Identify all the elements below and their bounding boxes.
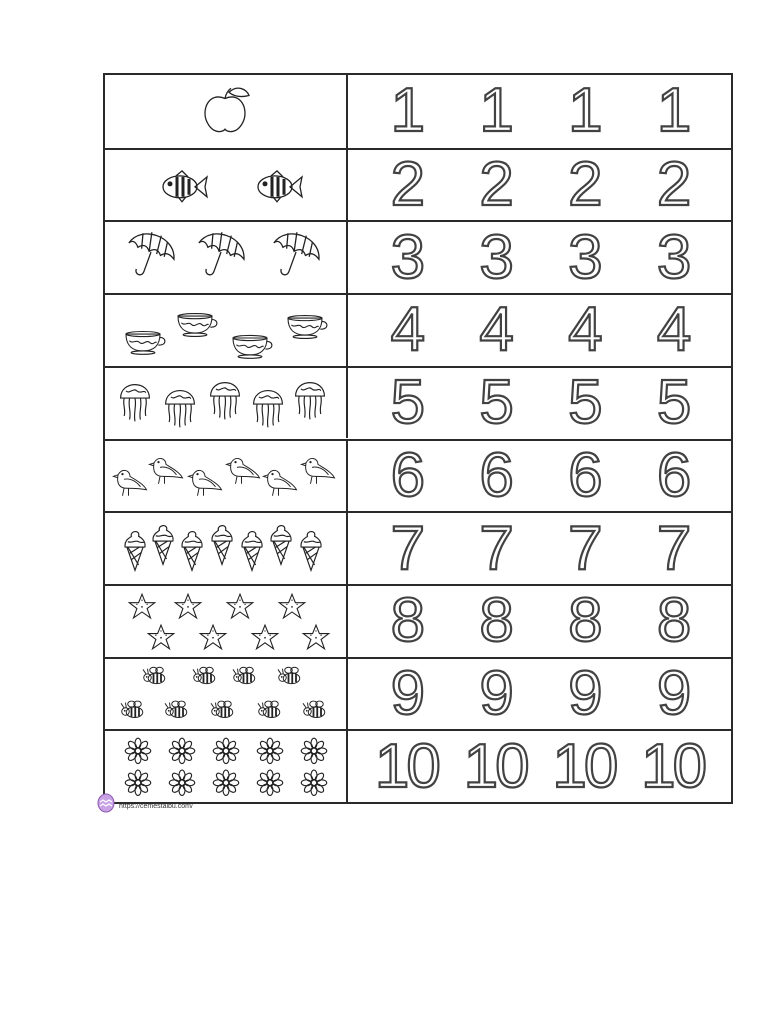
starfish-icon (175, 594, 201, 618)
trace-number[interactable]: 5 (656, 368, 689, 438)
egg-logo-icon (95, 791, 117, 813)
trace-number[interactable]: 4 (656, 295, 689, 365)
worksheet-row (105, 148, 731, 221)
trace-number[interactable]: 1 (479, 76, 511, 146)
trace-number[interactable]: 9 (479, 658, 511, 728)
starfish-icon (303, 625, 329, 649)
trace-number[interactable]: 3 (656, 222, 689, 292)
bee-icon (165, 701, 187, 717)
bird-icon (227, 458, 260, 483)
bird-icon (114, 470, 147, 495)
jellyfish-icon (121, 384, 150, 421)
trace-number[interactable]: 6 (568, 440, 600, 510)
trace-number[interactable]: 3 (568, 222, 600, 292)
bird-icon (150, 458, 183, 483)
teacup-icon (178, 314, 217, 337)
trace-number[interactable]: 7 (390, 513, 423, 583)
trace-number[interactable]: 5 (390, 368, 423, 438)
flower-icon (257, 739, 283, 764)
worksheet-row (105, 511, 731, 584)
trace-number[interactable]: 2 (390, 150, 423, 220)
trace-number-cell (348, 150, 731, 221)
flower-icon (213, 770, 239, 795)
starfish-icon (227, 594, 253, 618)
trace-number[interactable]: 10 (641, 731, 705, 801)
jellyfish-icon (296, 382, 325, 419)
trace-number-cell (348, 513, 731, 584)
worksheet-row (105, 366, 731, 439)
trace-number[interactable]: 9 (568, 658, 600, 728)
teacup-icon (233, 336, 272, 359)
trace-number[interactable]: 7 (656, 513, 689, 583)
footer (95, 789, 193, 815)
trace-number[interactable]: 7 (568, 513, 600, 583)
bird-icon (302, 458, 335, 483)
picture-group (105, 586, 346, 657)
trace-number[interactable]: 5 (568, 368, 600, 438)
flower-icon (169, 739, 195, 764)
trace-number[interactable]: 7 (479, 513, 511, 583)
starfish-icon (252, 625, 278, 649)
umbrella-icon (198, 228, 249, 276)
starfish-icon (200, 625, 226, 649)
picture-cell (105, 513, 348, 584)
starfish-icon (279, 594, 305, 618)
picture-group (105, 659, 346, 730)
worksheet-row (105, 657, 731, 730)
trace-number[interactable]: 8 (479, 586, 511, 656)
ice-cream-cone-icon (153, 526, 173, 565)
starfish-icon (129, 594, 155, 618)
trace-number-cell (348, 659, 731, 730)
bird-icon (189, 470, 222, 495)
trace-number-cell (348, 731, 731, 802)
picture-group (105, 368, 346, 439)
picture-cell (105, 222, 348, 293)
worksheet-row (105, 439, 731, 512)
starfish-icon (148, 625, 174, 649)
flower-icon (257, 770, 283, 795)
bee-icon (258, 701, 280, 717)
bee-icon (233, 667, 255, 683)
trace-number[interactable]: 10 (374, 731, 438, 801)
picture-cell (105, 586, 348, 657)
flower-icon (301, 739, 327, 764)
picture-cell (105, 150, 348, 221)
trace-number[interactable]: 4 (390, 295, 423, 365)
trace-number[interactable]: 3 (479, 222, 511, 292)
worksheet-row (105, 75, 731, 148)
footer-url: https://cemestaibu.com/ (119, 802, 193, 810)
flower-icon (125, 739, 151, 764)
bird-icon (264, 470, 297, 495)
umbrella-icon (273, 228, 324, 276)
trace-number[interactable]: 9 (656, 658, 689, 728)
jellyfish-icon (166, 390, 195, 427)
picture-group (105, 513, 346, 584)
umbrella-icon (128, 228, 179, 276)
worksheet-row (105, 729, 731, 802)
trace-number-cell (348, 441, 731, 512)
trace-number[interactable]: 8 (656, 586, 689, 656)
bee-icon (193, 667, 215, 683)
trace-number-cell (348, 295, 731, 366)
picture-cell (105, 441, 348, 512)
trace-number[interactable]: 6 (479, 440, 511, 510)
bee-icon (278, 667, 300, 683)
jellyfish-icon (254, 390, 283, 427)
trace-number[interactable]: 8 (568, 586, 600, 656)
trace-number[interactable]: 2 (479, 150, 511, 220)
bee-icon (121, 701, 143, 717)
bee-icon (303, 701, 325, 717)
worksheet-table (103, 73, 733, 804)
picture-cell (105, 295, 348, 366)
trace-number[interactable]: 8 (390, 586, 423, 656)
trace-number-cell (348, 75, 731, 148)
ice-cream-cone-icon (301, 532, 321, 571)
ice-cream-cone-icon (212, 526, 232, 565)
trace-number[interactable]: 2 (568, 150, 600, 220)
teacup-icon (288, 316, 327, 339)
worksheet-row (105, 584, 731, 657)
trace-number[interactable]: 3 (390, 222, 423, 292)
jellyfish-icon (211, 382, 240, 419)
picture-group (105, 150, 346, 221)
worksheet-row (105, 293, 731, 366)
picture-cell (105, 659, 348, 730)
ice-cream-cone-icon (242, 532, 262, 571)
worksheet-row (105, 220, 731, 293)
apple-icon (205, 88, 249, 131)
trace-number[interactable]: 6 (656, 440, 689, 510)
trace-number[interactable]: 1 (656, 76, 689, 146)
flower-icon (301, 770, 327, 795)
fish-icon (163, 171, 207, 202)
trace-number-cell (348, 222, 731, 293)
trace-number-cell (348, 368, 731, 439)
trace-number[interactable]: 10 (552, 731, 616, 801)
ice-cream-cone-icon (182, 532, 202, 571)
trace-number[interactable]: 5 (479, 368, 511, 438)
ice-cream-cone-icon (271, 526, 291, 565)
trace-number-cell (348, 586, 731, 657)
picture-cell (105, 368, 348, 439)
flower-icon (213, 739, 239, 764)
picture-cell (105, 75, 348, 148)
picture-group (105, 295, 346, 366)
trace-number[interactable]: 1 (390, 76, 423, 146)
trace-number[interactable]: 4 (479, 295, 511, 365)
trace-number[interactable]: 10 (463, 731, 527, 801)
picture-group (105, 222, 346, 293)
trace-number[interactable]: 9 (390, 658, 423, 728)
bee-icon (211, 701, 233, 717)
bee-icon (143, 667, 165, 683)
trace-number[interactable]: 1 (568, 76, 600, 146)
fish-icon (258, 171, 302, 202)
picture-group (105, 441, 346, 512)
trace-number[interactable]: 4 (568, 295, 600, 365)
trace-number[interactable]: 2 (656, 150, 689, 220)
ice-cream-cone-icon (125, 532, 145, 571)
trace-number[interactable]: 6 (390, 440, 423, 510)
teacup-icon (126, 332, 165, 355)
picture-group (105, 75, 346, 148)
